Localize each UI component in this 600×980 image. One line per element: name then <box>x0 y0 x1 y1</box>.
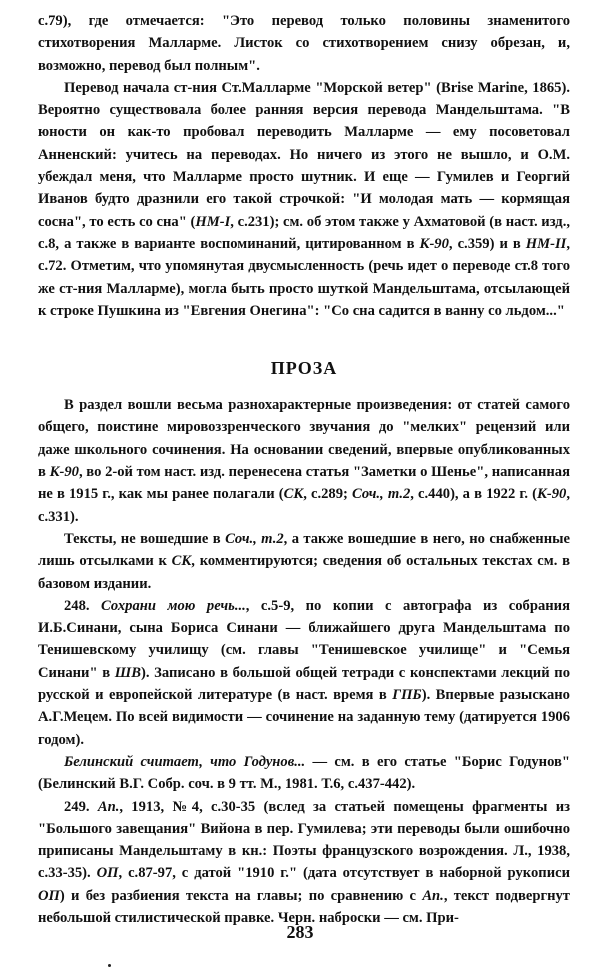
text-span: , комментируются; сведения об остальных текстах см. в базовом издании. <box>38 553 570 592</box>
italic-title: Сохрани мою речь... <box>101 597 246 614</box>
italic-ref: К-90 <box>536 486 567 503</box>
italic-ref: Соч., т.2 <box>225 530 284 547</box>
italic-ref: Ап. <box>97 798 120 815</box>
paragraph-entry-249 <box>38 796 570 930</box>
paragraph-intro-continuation: с.79), где отмечается: "Это перевод только половины знаменитого стихотворения Малларме. Листок со стихотворением снизу обрезан, и, возможно, перевод был полным". <box>38 13 570 74</box>
italic-ref: ОП <box>38 887 60 904</box>
paragraph-belinsky <box>38 751 570 796</box>
text-span: — см. в его статье "Борис Годунов" (Белинский В.Г. Собр. соч. в 9 тт. М., 1981. Т.6, с.437-442). <box>38 753 570 793</box>
text-span: ) и без разбиения текста на главы; по сравнению с <box>59 887 423 904</box>
paragraph-entry-248 <box>38 595 570 751</box>
text-span: , а также вошедшие в него, но снабженные лишь отсылками к <box>38 530 570 570</box>
italic-ref: ШВ <box>114 664 141 681</box>
text-span: , 1913, №4, с.30-35 (вслед за статьей помещены фрагменты из "Большого завещания" Вийона в пер. Гумилева; эти переводы были ошибочно приписаны Мандельштаму в кн.: Поэты французского возрождения. Л., 1938, с.33-35). <box>38 798 570 882</box>
text-span: , с.72. Отметим, что упомянутая двусмысленность (речь идет о переводе ст.8 того же ст-ния Малларме), могла быть просто шуткой Мандельштама, отсылающей к строке Пушкина из "Евгения Онегина": "Со сна садится в ванну со льдом..." <box>38 235 570 319</box>
text-span: Перевод начала ст-ния Ст.Малларме "Морской ветер" (Brise Marine, 1865). Вероятно существовала более ранняя версия перевода Мандельштама. "В юности он как-то пробовал переводить Малларме — ему посоветовал Анненский: учитесь на переводах. Но ничего из этого не вышло, и О.М. убеждал меня, что Малларме просто шутник. И еще — Гумилев и Георгий Иванов будто дразнили его такой строчкой: "И молодая мать — кормящая сосна", то есть со сна" ( <box>38 79 570 230</box>
text-span: ). Впервые разыскано А.Г.Мецем. По всей видимости — сочинение на заданную тему (датируется 1906 годом). <box>38 687 570 748</box>
text-span: Тексты, не вошедшие в <box>64 530 226 547</box>
italic-ref: К-90 <box>49 464 79 481</box>
italic-ref: К-90 <box>419 235 449 252</box>
text-span: , с.87-97, с датой "1910 г." (дата отсутствует в наборной рукописи <box>118 865 570 882</box>
text-span: , текст подвергнут небольшой стилистической правке. Черн. наброски — см. При- <box>38 887 570 926</box>
text-span: ). Записано в большой общей тетради с конспектами лекций по русской и европейской литературе (в наст. время в <box>38 664 570 704</box>
text-span: , во 2-ой том наст. изд. перенесена статья "Заметки о Шенье", написанная не в 1915 г., как мы ранее полагали ( <box>38 464 570 503</box>
text-span: , с.289; <box>303 486 352 503</box>
italic-ref: НМ-I <box>195 213 231 230</box>
paragraph-texts-note <box>38 528 570 595</box>
text-span: , с.331). <box>38 486 570 525</box>
text-span: , с.5-9, по копии с автографа из собрания И.Б.Синани, сына Бориса Синани — ближайшего друга Мандельштама по Тенишевскому училищу (см. главы "Тенишевское училище" и "Семья Синани" в <box>38 597 570 681</box>
italic-ref: ГПБ <box>392 687 422 704</box>
print-speck <box>108 964 111 967</box>
text-span: В раздел вошли весьма разнохарактерные произведения: от статей самого общего, поистине мировоззренческого звучания до "мелких" рецензий или даже школьного сочинения. На основании сведений, впервые опубликованных в <box>38 397 570 481</box>
page-body <box>38 10 570 929</box>
italic-ref: НМ-II <box>525 235 567 252</box>
italic-ref: ОП <box>96 865 119 882</box>
italic-quote: Белинский считает, что Годунов... <box>64 753 306 770</box>
italic-ref: Ап. <box>422 887 444 904</box>
italic-ref: Соч., т.2 <box>352 486 411 503</box>
page-number: 283 <box>286 922 314 942</box>
text-span: , с.440), а в 1922 г. ( <box>410 486 537 503</box>
italic-ref: СК <box>171 553 192 570</box>
paragraph-mallarme-translation <box>38 77 570 322</box>
entry-number: 248. <box>64 597 90 614</box>
entry-number: 249. <box>64 798 90 815</box>
paragraph-proza-intro <box>38 394 570 528</box>
text-span: , с.359) и в <box>448 235 526 252</box>
section-title-proza: ПРОЗА <box>270 358 338 379</box>
italic-ref: СК <box>283 486 304 503</box>
text-span: , с.231); см. об этом также у Ахматовой (в наст. изд., с.8, а также в варианте воспоминаний, цитированном в <box>38 213 570 252</box>
